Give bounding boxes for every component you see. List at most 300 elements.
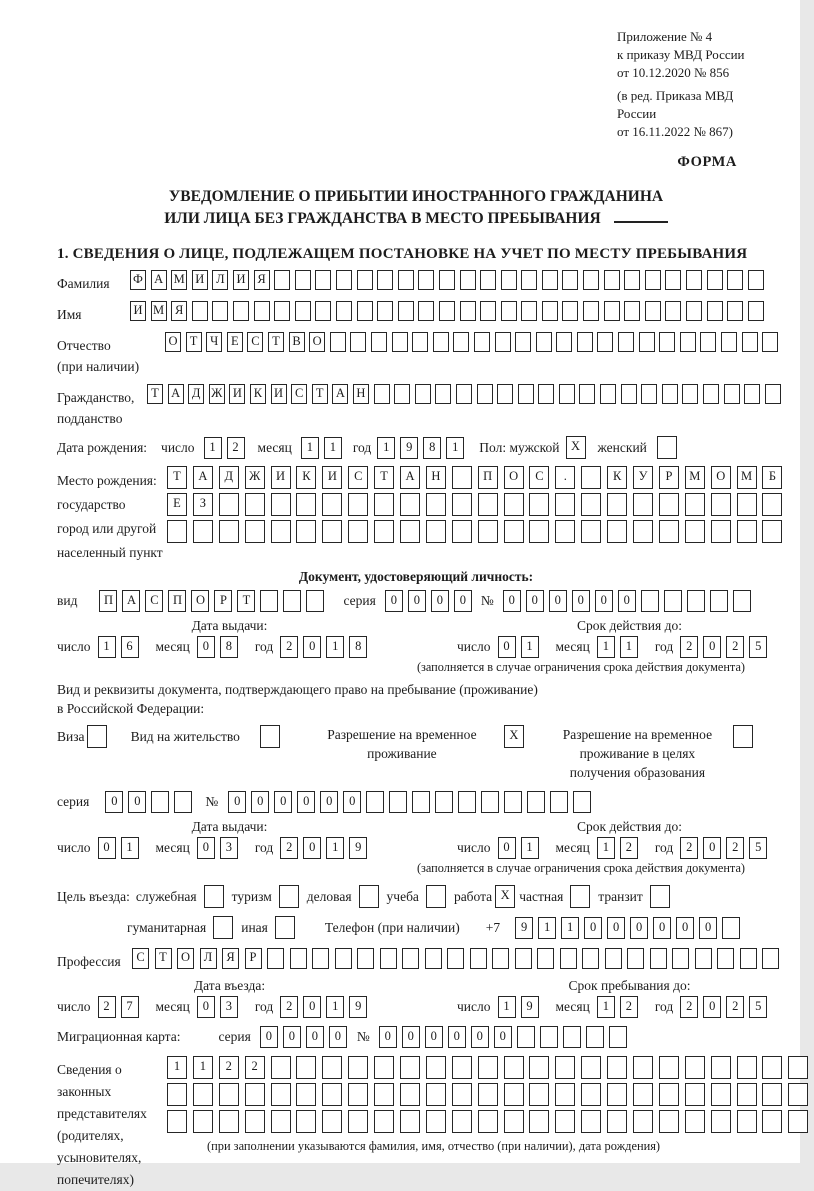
char-cell[interactable] <box>542 301 558 321</box>
char-cell[interactable] <box>682 384 698 404</box>
char-cell[interactable]: 9 <box>515 917 533 939</box>
char-cell[interactable] <box>495 332 511 352</box>
phone-cells[interactable] <box>515 917 745 939</box>
char-cell[interactable] <box>762 520 782 543</box>
char-cell[interactable] <box>322 520 342 543</box>
char-cell[interactable]: 0 <box>498 837 516 859</box>
char-cell[interactable] <box>604 270 620 290</box>
char-cell[interactable]: 2 <box>726 636 744 658</box>
char-cell[interactable]: О <box>711 466 731 489</box>
char-cell[interactable]: Е <box>167 493 187 516</box>
char-cell[interactable] <box>686 270 702 290</box>
char-cell[interactable] <box>167 520 187 543</box>
char-cell[interactable] <box>295 301 311 321</box>
char-cell[interactable] <box>271 1110 291 1133</box>
char-cell[interactable]: 8 <box>349 636 367 658</box>
char-cell[interactable] <box>481 791 499 813</box>
char-cell[interactable]: 1 <box>326 837 344 859</box>
char-cell[interactable]: 0 <box>572 590 590 612</box>
char-cell[interactable]: И <box>229 384 245 404</box>
char-cell[interactable] <box>727 270 743 290</box>
char-cell[interactable] <box>501 270 517 290</box>
char-cell[interactable] <box>515 948 532 969</box>
char-cell[interactable]: С <box>132 948 149 969</box>
char-cell[interactable] <box>380 948 397 969</box>
char-cell[interactable] <box>271 493 291 516</box>
char-cell[interactable] <box>581 1056 601 1079</box>
char-cell[interactable]: 0 <box>98 837 116 859</box>
char-cell[interactable]: 2 <box>726 837 744 859</box>
char-cell[interactable] <box>412 791 430 813</box>
char-cell[interactable] <box>452 493 472 516</box>
char-cell[interactable] <box>480 301 496 321</box>
char-cell[interactable]: 0 <box>329 1026 347 1048</box>
char-cell[interactable] <box>515 332 531 352</box>
char-cell[interactable]: 0 <box>385 590 403 612</box>
char-cell[interactable] <box>415 384 431 404</box>
citizenship-cells[interactable] <box>147 384 785 404</box>
char-cell[interactable]: А <box>168 384 184 404</box>
profession-cells[interactable] <box>132 948 785 969</box>
char-cell[interactable]: С <box>529 466 549 489</box>
resdoc-number-cells[interactable] <box>228 791 596 813</box>
char-cell[interactable] <box>710 590 728 612</box>
char-cell[interactable] <box>260 725 280 748</box>
char-cell[interactable] <box>707 270 723 290</box>
char-cell[interactable] <box>639 332 655 352</box>
entry-month-cells[interactable] <box>197 996 243 1018</box>
char-cell[interactable] <box>193 1110 213 1133</box>
char-cell[interactable] <box>377 301 393 321</box>
char-cell[interactable] <box>607 1110 627 1133</box>
char-cell[interactable]: М <box>685 466 705 489</box>
char-cell[interactable]: 0 <box>320 791 338 813</box>
char-cell[interactable] <box>633 1056 653 1079</box>
char-cell[interactable] <box>570 885 590 908</box>
char-cell[interactable] <box>733 590 751 612</box>
char-cell[interactable] <box>727 301 743 321</box>
char-cell[interactable] <box>529 1056 549 1079</box>
char-cell[interactable] <box>480 270 496 290</box>
char-cell[interactable] <box>233 301 249 321</box>
char-cell[interactable] <box>521 301 537 321</box>
char-cell[interactable] <box>527 791 545 813</box>
char-cell[interactable] <box>501 301 517 321</box>
checkbox-tourism[interactable] <box>279 885 299 908</box>
id-issue-day-cells[interactable] <box>98 636 144 658</box>
char-cell[interactable] <box>529 1083 549 1106</box>
char-cell[interactable] <box>700 332 716 352</box>
char-cell[interactable] <box>452 520 472 543</box>
char-cell[interactable]: Т <box>147 384 163 404</box>
char-cell[interactable]: 2 <box>680 636 698 658</box>
char-cell[interactable]: 2 <box>227 437 245 459</box>
char-cell[interactable] <box>665 301 681 321</box>
char-cell[interactable]: X <box>566 436 586 459</box>
char-cell[interactable] <box>412 332 428 352</box>
char-cell[interactable]: К <box>607 466 627 489</box>
char-cell[interactable] <box>737 493 757 516</box>
char-cell[interactable] <box>685 493 705 516</box>
char-cell[interactable]: 0 <box>471 1026 489 1048</box>
char-cell[interactable] <box>418 270 434 290</box>
char-cell[interactable] <box>504 1083 524 1106</box>
char-cell[interactable]: 6 <box>121 636 139 658</box>
char-cell[interactable]: Н <box>426 466 446 489</box>
char-cell[interactable]: С <box>348 466 368 489</box>
char-cell[interactable] <box>167 1110 187 1133</box>
char-cell[interactable]: 0 <box>303 996 321 1018</box>
char-cell[interactable] <box>167 1083 187 1106</box>
char-cell[interactable] <box>733 725 753 748</box>
char-cell[interactable]: 7 <box>121 996 139 1018</box>
char-cell[interactable] <box>456 384 472 404</box>
char-cell[interactable] <box>219 520 239 543</box>
char-cell[interactable]: Л <box>212 270 228 290</box>
char-cell[interactable]: Д <box>188 384 204 404</box>
char-cell[interactable] <box>267 948 284 969</box>
birth-month-cells[interactable] <box>301 437 347 459</box>
char-cell[interactable]: 0 <box>274 791 292 813</box>
char-cell[interactable]: 0 <box>503 590 521 612</box>
char-cell[interactable] <box>529 520 549 543</box>
char-cell[interactable] <box>504 520 524 543</box>
char-cell[interactable] <box>322 1056 342 1079</box>
char-cell[interactable]: 0 <box>454 590 472 612</box>
char-cell[interactable] <box>586 1026 604 1048</box>
char-cell[interactable] <box>296 1110 316 1133</box>
patronymic-cells[interactable] <box>165 332 783 352</box>
char-cell[interactable] <box>555 1110 575 1133</box>
char-cell[interactable]: 1 <box>121 837 139 859</box>
checkbox-study[interactable] <box>426 885 446 908</box>
char-cell[interactable] <box>657 436 677 459</box>
char-cell[interactable] <box>762 1110 782 1133</box>
id-valid-month-cells[interactable] <box>597 636 643 658</box>
char-cell[interactable] <box>245 520 265 543</box>
char-cell[interactable]: 0 <box>676 917 694 939</box>
char-cell[interactable] <box>555 493 575 516</box>
char-cell[interactable] <box>680 332 696 352</box>
char-cell[interactable] <box>737 1056 757 1079</box>
char-cell[interactable] <box>213 916 233 939</box>
char-cell[interactable]: О <box>309 332 325 352</box>
representatives-cells-row3[interactable] <box>167 1110 814 1133</box>
char-cell[interactable] <box>435 384 451 404</box>
char-cell[interactable]: Т <box>237 590 255 612</box>
id-issue-month-cells[interactable] <box>197 636 243 658</box>
checkbox-humanitarian[interactable] <box>213 916 233 939</box>
char-cell[interactable] <box>711 1110 731 1133</box>
char-cell[interactable]: Ф <box>130 270 146 290</box>
char-cell[interactable]: С <box>145 590 163 612</box>
char-cell[interactable] <box>400 520 420 543</box>
char-cell[interactable] <box>504 1056 524 1079</box>
char-cell[interactable]: 2 <box>280 636 298 658</box>
char-cell[interactable] <box>685 1110 705 1133</box>
char-cell[interactable] <box>296 520 316 543</box>
char-cell[interactable] <box>296 493 316 516</box>
char-cell[interactable] <box>402 948 419 969</box>
char-cell[interactable] <box>279 885 299 908</box>
char-cell[interactable]: 2 <box>620 837 638 859</box>
char-cell[interactable] <box>374 493 394 516</box>
char-cell[interactable]: 0 <box>526 590 544 612</box>
char-cell[interactable]: И <box>192 270 208 290</box>
char-cell[interactable] <box>296 1083 316 1106</box>
char-cell[interactable] <box>192 301 208 321</box>
char-cell[interactable] <box>460 301 476 321</box>
char-cell[interactable] <box>633 493 653 516</box>
id-doc-series-cells[interactable] <box>385 590 477 612</box>
char-cell[interactable] <box>400 493 420 516</box>
id-valid-year-cells[interactable] <box>680 636 772 658</box>
char-cell[interactable]: 0 <box>498 636 516 658</box>
char-cell[interactable]: 0 <box>303 636 321 658</box>
char-cell[interactable] <box>357 270 373 290</box>
char-cell[interactable] <box>374 520 394 543</box>
res-issue-day-cells[interactable] <box>98 837 144 859</box>
char-cell[interactable]: Т <box>374 466 394 489</box>
char-cell[interactable] <box>452 466 472 489</box>
char-cell[interactable] <box>582 948 599 969</box>
char-cell[interactable] <box>418 301 434 321</box>
char-cell[interactable] <box>600 384 616 404</box>
char-cell[interactable] <box>504 1110 524 1133</box>
char-cell[interactable] <box>478 1056 498 1079</box>
char-cell[interactable] <box>219 1083 239 1106</box>
char-cell[interactable] <box>478 520 498 543</box>
char-cell[interactable]: Т <box>186 332 202 352</box>
res-issue-month-cells[interactable] <box>197 837 243 859</box>
char-cell[interactable] <box>398 270 414 290</box>
char-cell[interactable] <box>478 1083 498 1106</box>
checkbox-temp-residence-edu[interactable] <box>733 725 753 748</box>
char-cell[interactable] <box>542 270 558 290</box>
char-cell[interactable]: 0 <box>197 837 215 859</box>
char-cell[interactable]: Б <box>762 466 782 489</box>
char-cell[interactable]: 0 <box>618 590 636 612</box>
char-cell[interactable] <box>306 590 324 612</box>
char-cell[interactable] <box>435 791 453 813</box>
char-cell[interactable]: 1 <box>301 437 319 459</box>
char-cell[interactable]: 0 <box>448 1026 466 1048</box>
char-cell[interactable] <box>426 1110 446 1133</box>
char-cell[interactable] <box>744 384 760 404</box>
char-cell[interactable] <box>605 948 622 969</box>
char-cell[interactable] <box>204 885 224 908</box>
char-cell[interactable] <box>581 466 601 489</box>
res-valid-day-cells[interactable] <box>498 837 544 859</box>
char-cell[interactable]: Н <box>353 384 369 404</box>
char-cell[interactable] <box>497 384 513 404</box>
char-cell[interactable] <box>518 384 534 404</box>
char-cell[interactable] <box>335 948 352 969</box>
char-cell[interactable]: О <box>177 948 194 969</box>
char-cell[interactable]: 2 <box>219 1056 239 1079</box>
char-cell[interactable] <box>624 270 640 290</box>
char-cell[interactable] <box>400 1056 420 1079</box>
char-cell[interactable] <box>581 1083 601 1106</box>
char-cell[interactable] <box>762 493 782 516</box>
char-cell[interactable]: Р <box>245 948 262 969</box>
char-cell[interactable] <box>447 948 464 969</box>
char-cell[interactable] <box>452 1056 472 1079</box>
char-cell[interactable]: 1 <box>597 996 615 1018</box>
char-cell[interactable]: У <box>633 466 653 489</box>
char-cell[interactable]: 0 <box>306 1026 324 1048</box>
char-cell[interactable] <box>659 332 675 352</box>
char-cell[interactable]: 0 <box>251 791 269 813</box>
char-cell[interactable] <box>583 301 599 321</box>
char-cell[interactable] <box>330 332 346 352</box>
char-cell[interactable]: К <box>250 384 266 404</box>
char-cell[interactable] <box>672 948 689 969</box>
char-cell[interactable]: П <box>99 590 117 612</box>
char-cell[interactable] <box>392 332 408 352</box>
char-cell[interactable] <box>426 885 446 908</box>
char-cell[interactable] <box>762 1083 782 1106</box>
char-cell[interactable] <box>504 791 522 813</box>
char-cell[interactable] <box>357 948 374 969</box>
migration-series-cells[interactable] <box>260 1026 352 1048</box>
char-cell[interactable]: О <box>191 590 209 612</box>
char-cell[interactable]: 0 <box>303 837 321 859</box>
char-cell[interactable]: 9 <box>349 996 367 1018</box>
char-cell[interactable] <box>245 1083 265 1106</box>
char-cell[interactable]: О <box>165 332 181 352</box>
char-cell[interactable] <box>721 332 737 352</box>
char-cell[interactable] <box>665 270 681 290</box>
char-cell[interactable] <box>577 332 593 352</box>
char-cell[interactable]: 3 <box>220 837 238 859</box>
char-cell[interactable] <box>686 301 702 321</box>
char-cell[interactable]: 0 <box>228 791 246 813</box>
checkbox-work[interactable] <box>495 885 515 908</box>
char-cell[interactable] <box>659 1083 679 1106</box>
char-cell[interactable]: Ж <box>245 466 265 489</box>
char-cell[interactable]: М <box>151 301 167 321</box>
char-cell[interactable] <box>583 270 599 290</box>
char-cell[interactable]: Ж <box>209 384 225 404</box>
char-cell[interactable]: 1 <box>521 837 539 859</box>
char-cell[interactable] <box>400 1110 420 1133</box>
char-cell[interactable] <box>426 493 446 516</box>
birth-day-cells[interactable] <box>204 437 250 459</box>
char-cell[interactable] <box>254 301 270 321</box>
char-cell[interactable]: 5 <box>749 837 767 859</box>
char-cell[interactable]: 0 <box>607 917 625 939</box>
res-issue-year-cells[interactable] <box>280 837 372 859</box>
char-cell[interactable] <box>536 332 552 352</box>
char-cell[interactable] <box>374 1083 394 1106</box>
char-cell[interactable] <box>788 1110 808 1133</box>
char-cell[interactable]: Р <box>659 466 679 489</box>
char-cell[interactable]: 0 <box>703 996 721 1018</box>
char-cell[interactable]: 0 <box>297 791 315 813</box>
checkbox-private[interactable] <box>570 885 590 908</box>
char-cell[interactable] <box>290 948 307 969</box>
id-doc-number-cells[interactable] <box>503 590 756 612</box>
char-cell[interactable]: 9 <box>349 837 367 859</box>
char-cell[interactable]: 5 <box>749 996 767 1018</box>
char-cell[interactable] <box>607 1056 627 1079</box>
char-cell[interactable] <box>296 1056 316 1079</box>
checkbox-male[interactable] <box>566 436 586 459</box>
char-cell[interactable]: 0 <box>408 590 426 612</box>
char-cell[interactable]: А <box>400 466 420 489</box>
char-cell[interactable]: 1 <box>167 1056 187 1079</box>
char-cell[interactable] <box>560 948 577 969</box>
char-cell[interactable]: 0 <box>402 1026 420 1048</box>
char-cell[interactable] <box>685 1083 705 1106</box>
char-cell[interactable] <box>687 590 705 612</box>
char-cell[interactable] <box>260 590 278 612</box>
char-cell[interactable] <box>555 520 575 543</box>
char-cell[interactable] <box>312 948 329 969</box>
char-cell[interactable] <box>219 1110 239 1133</box>
char-cell[interactable] <box>537 948 554 969</box>
char-cell[interactable] <box>348 520 368 543</box>
char-cell[interactable] <box>685 1056 705 1079</box>
char-cell[interactable]: И <box>271 466 291 489</box>
res-valid-month-cells[interactable] <box>597 837 643 859</box>
char-cell[interactable] <box>452 1110 472 1133</box>
char-cell[interactable] <box>624 301 640 321</box>
char-cell[interactable] <box>633 1110 653 1133</box>
char-cell[interactable]: 2 <box>98 996 116 1018</box>
char-cell[interactable] <box>711 1056 731 1079</box>
char-cell[interactable]: 0 <box>197 636 215 658</box>
char-cell[interactable] <box>581 1110 601 1133</box>
char-cell[interactable] <box>322 1110 342 1133</box>
char-cell[interactable] <box>633 1083 653 1106</box>
char-cell[interactable] <box>348 1083 368 1106</box>
char-cell[interactable] <box>641 384 657 404</box>
char-cell[interactable] <box>695 948 712 969</box>
char-cell[interactable]: 9 <box>400 437 418 459</box>
char-cell[interactable] <box>529 493 549 516</box>
char-cell[interactable] <box>521 270 537 290</box>
char-cell[interactable] <box>685 520 705 543</box>
char-cell[interactable] <box>460 270 476 290</box>
char-cell[interactable] <box>711 493 731 516</box>
char-cell[interactable]: 0 <box>584 917 602 939</box>
char-cell[interactable]: 0 <box>653 917 671 939</box>
char-cell[interactable] <box>359 885 379 908</box>
char-cell[interactable] <box>618 332 634 352</box>
char-cell[interactable]: П <box>168 590 186 612</box>
char-cell[interactable] <box>607 493 627 516</box>
char-cell[interactable] <box>271 1056 291 1079</box>
id-valid-day-cells[interactable] <box>498 636 544 658</box>
char-cell[interactable] <box>193 1083 213 1106</box>
stay-day-cells[interactable] <box>498 996 544 1018</box>
char-cell[interactable]: О <box>504 466 524 489</box>
char-cell[interactable] <box>439 301 455 321</box>
char-cell[interactable] <box>563 1026 581 1048</box>
char-cell[interactable] <box>762 948 779 969</box>
char-cell[interactable] <box>283 590 301 612</box>
char-cell[interactable] <box>151 791 169 813</box>
char-cell[interactable] <box>650 948 667 969</box>
migration-number-cells[interactable] <box>379 1026 632 1048</box>
char-cell[interactable]: 8 <box>423 437 441 459</box>
char-cell[interactable] <box>748 270 764 290</box>
char-cell[interactable]: 1 <box>204 437 222 459</box>
char-cell[interactable]: 9 <box>521 996 539 1018</box>
char-cell[interactable]: К <box>296 466 316 489</box>
